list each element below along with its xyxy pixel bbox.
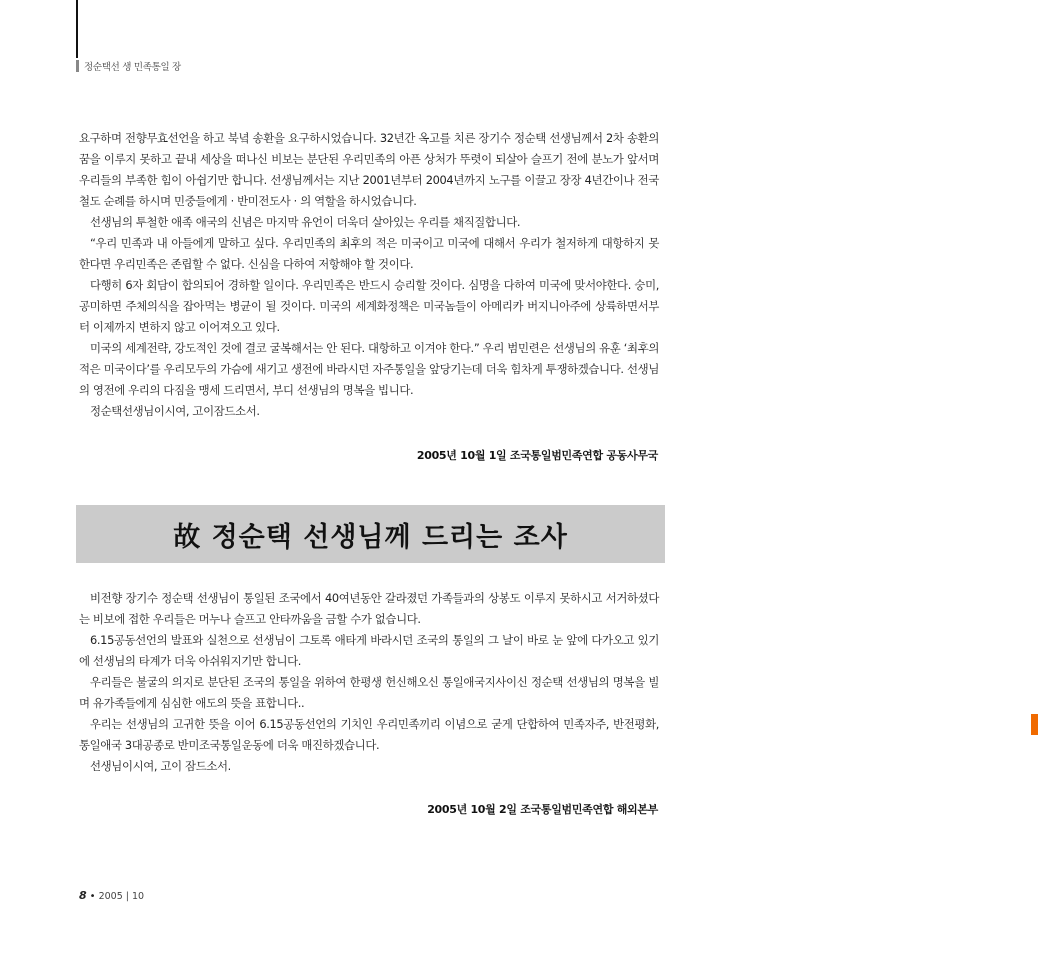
paragraph: 요구하며 전향무효선언을 하고 북녘 송환을 요구하시었습니다. 32년간 옥고를 치른 장기수 정순택 선생님께서 2차 송환의 꿈을 이루지 못하고 끝내 세상을 떠나신 비보는 분단된 우리민족의 아픈 상처가 뚜렷이 되살아 슬프기 전에 분노가 앞서며 우리들의 부족한 힘이 아쉽기만 합니다. 선생님께서는 지난 2001년부터 2004년까지 노구를 이끌고 장장 4년간이나 전국철도 순례를 하시며 민중들에게 · 반미전도사 · 의 역할을 하시었습니다. — [79, 131, 659, 208]
running-head-marker — [76, 60, 79, 72]
signature-2: 2005년 10월 2일 조국통일범민족연합 해외본부 — [427, 803, 658, 816]
paragraph: 다행히 6자 회담이 합의되어 경하할 일이다. 우리민족은 반드시 승리할 것이다. 심명을 다하여 미국에 맞서야한다. 숭미, 공미하면 주체의식을 잡아먹는 병균이 될 것이다. 미국의 세계화정책은 미국놈들이 아메리카 버지니아주에 상륙하면서부터 이제까지 변하지 않고 이어져오고 있다. — [79, 278, 659, 334]
running-head — [76, 59, 181, 72]
running-head-title: 정순택선 생 민족통일 장 — [84, 61, 181, 73]
paragraph: 정순택선생님이시여, 고이잠드소서. — [90, 404, 260, 418]
side-tab-marker — [1031, 714, 1038, 735]
paragraph: 미국의 세계전략, 강도적인 것에 결코 굴복해서는 안 된다. 대항하고 이겨야 한다.” 우리 범민련은 선생님의 유훈 ‘최후의 적은 미국이다’를 우리모두의 가슴에 새기고 생전에 바라시던 자주통일을 앞당기는데 더욱 힘차게 투쟁하겠습니다. 선생님의 영전에 우리의 다짐을 맹세 드리면서, 부디 선생님의 명복을 빕니다. — [79, 341, 659, 397]
top-vertical-rule — [76, 0, 78, 58]
folio-separator: • — [89, 891, 96, 902]
signature-1: 2005년 10월 1일 조국통일범민족연합 공동사무국 — [416, 449, 658, 462]
article-title: 故 정순택 선생님께 드리는 조사 — [173, 521, 568, 553]
paragraph: “우리 민족과 내 아들에게 말하고 싶다. 우리민족의 최후의 적은 미국이고 미국에 대해서 우리가 철저하게 대항하지 못한다면 우리민족은 존립할 수 없다. 신심을 다하여 저항해야 할 것이다. — [79, 236, 659, 271]
condolence-body-2 — [79, 588, 659, 777]
paragraph: 우리들은 불굴의 의지로 분단된 조국의 통일을 위하여 한평생 헌신해오신 통일애국지사이신 정순택 선생님의 명복을 빌며 유가족들에게 심심한 애도의 뜻을 표합니다.. — [79, 675, 659, 710]
paragraph: 비전향 장기수 정순택 선생님이 통일된 조국에서 40여년동안 갈라졌던 가족들과의 상봉도 이루지 못하시고 서거하셨다는 비보에 접한 우리들은 머누나 슬프고 안타까움을 금할 수가 없습니다. — [79, 591, 659, 626]
paragraph: 6.15공동선언의 발표와 실천으로 선생님이 그토록 애타게 바라시던 조국의 통일의 그 날이 바로 눈 앞에 다가오고 있기에 선생님의 타계가 더욱 아쉬워지기만 합니다. — [79, 633, 659, 668]
issue-label: 2005 | 10 — [98, 891, 145, 902]
article-title-band — [76, 505, 665, 563]
paragraph: 선생님이시여, 고이 잠드소서. — [90, 759, 231, 773]
condolence-body-1 — [79, 128, 659, 422]
page-folio — [79, 889, 144, 902]
paragraph: 우리는 선생님의 고귀한 뜻을 이어 6.15공동선언의 기치인 우리민족끼리 이념으로 굳게 단합하여 민족자주, 반전평화, 통일애국 3대공종로 반미조국통일운동에 더욱 매진하겠습니다. — [79, 717, 659, 752]
page-number: 8 — [79, 889, 87, 902]
paragraph: 선생님의 투철한 애족 애국의 신념은 마지막 유언이 더욱더 살아있는 우리를 채직질합니다. — [90, 215, 521, 229]
